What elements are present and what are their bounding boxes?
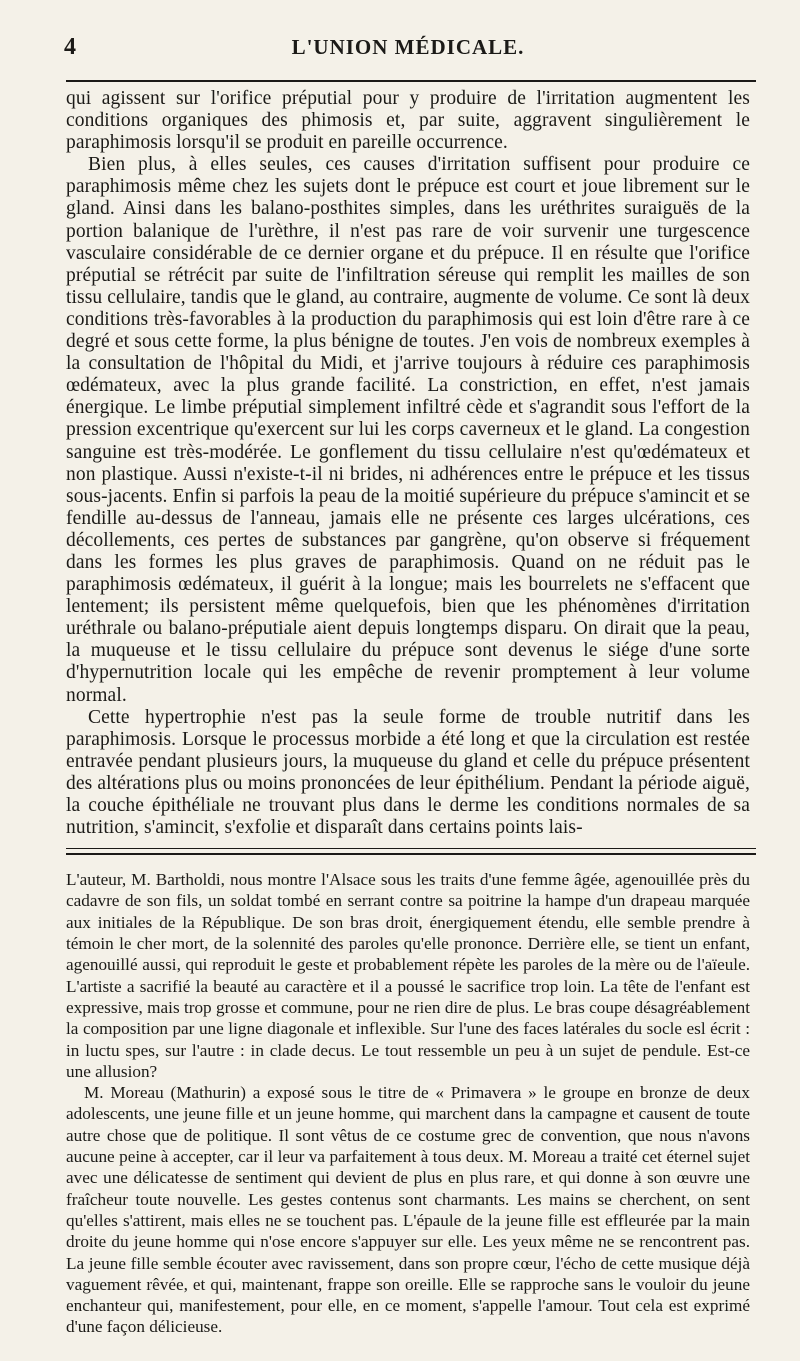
feuilleton-divider — [66, 848, 756, 855]
page-header — [64, 26, 750, 60]
article-paragraph: Cette hypertrophie n'est pas la seule forme de trouble nutritif dans les paraphimosis. Lorsque le processus morbide a été long et que la circulation est restée entravée pendant plusieurs jours, la muqueuse du gland et celle du prépuce présentent des altérations plus ou moins prononcées de leur épithélium. Pendant la période aiguë, la couche épithéliale ne trouvant plus dans le derme les conditions normales de sa nutrition, s'amincit, s'exfolie et disparaît dans certains points lais- — [66, 706, 750, 839]
page-number: 4 — [64, 34, 76, 60]
feuilleton-paragraph: L'auteur, M. Bartholdi, nous montre l'Alsace sous les traits d'une femme âgée, agenouillée près du cadavre de son fils, un soldat tombé en serrant contre sa poitrine la hampe d'un drapeau marquée aux initiales de la République. De son bras droit, énergiquement étendu, elle semble prendre à témoin le cher mort, de la solennité des paroles qu'elle prononce. Derrière elle, se tient un enfant, agenouillé aussi, qui reproduit le geste et probablement répète les paroles de la mère ou de l'aïeule. L'artiste a sacrifié la beauté au caractère et il a poussé le sacrifice trop loin. La tête de l'enfant est expressive, mais trop grosse et commune, pour ne rien dire de plus. Le bras coupe désagréablement la composition par une ligne diagonale et inflexible. Sur l'une des faces latérales du socle esl écrit : in luctu spes, sur l'autre : in clade decus. Le tout ressemble un peu à un sujet de pendule. Est-ce une allusion? — [66, 870, 750, 1081]
article-paragraph: qui agissent sur l'orifice préputial pour y produire de l'irritation augmentent les conditions organiques des phimosis et, par suite, aggravent singulièrement le paraphimosis lorsqu'il se produit en pareille occurrence. — [66, 88, 750, 154]
header-rule — [66, 80, 756, 82]
feuilleton-paragraph: M. Moreau (Mathurin) a exposé sous le titre de « Primavera » le groupe en bronze de deux adolescents, une jeune fille et un jeune homme, qui marchent dans la campagne et causent de toute autre chose que de politique. Il sont vêtus de ce costume grec de convention, que nous n'avons aucune peine à accepter, car il leur va parfaitement à tous deux. M. Moreau a traité cet éternel sujet avec une délicatesse de sentiment qui devient de plus en plus rare, et qui donne à son œuvre une fraîcheur toute nouvelle. Les gestes contenus sont charmants. Les mains se cherchent, on sent qu'elles s'attirent, mais elles ne se touchent pas. L'épaule de la jeune fille est effleurée par la main droite du jeune homme qui n'ose encore s'appuyer sur elle. Les yeux même ne se rencontrent pas. La jeune fille semble écouter avec ravissement, dans son propre cœur, l'écho de cette musique déjà vaguement rêvée, et qui, maintenant, frappe son oreille. Elle se rapproche sans le vouloir du jeune enchanteur qui, manifestement, pour elle, en ce moment, s'appelle l'amour. Tout cela est exprimé d'une façon délicieuse. — [66, 1083, 750, 1337]
running-title: L'UNION MÉDICALE. — [291, 35, 525, 59]
feuilleton-body — [66, 869, 750, 1338]
article-paragraph: Bien plus, à elles seules, ces causes d'irritation suffisent pour produire ce paraphimosis même chez les sujets dont le prépuce est court et joue librement sur le gland. Ainsi dans les balano-posthites simples, dans les uréthrites suraiguës de la portion balanique de l'urèthre, il n'est pas rare de voir survenir une turgescence vasculaire considérable de ce dernier organe et du prépuce. Il en résulte que l'orifice préputial se rétrécit par suite de l'infiltration séreuse qui remplit les mailles de son tissu cellulaire, tandis que le gland, au contraire, augmente de volume. Ce sont là deux conditions très-favorables à la production du paraphimosis qui est loin d'être rare à ce degré et sous cette forme, la plus bénigne de toutes. J'en vois de nombreux exemples à la consultation de l'hôpital du Midi, et j'arrive toujours à réduire ces paraphimosis œdémateux, avec la plus grande facilité. La constriction, en effet, n'est jamais énergique. Le limbe préputial simplement infiltré cède et s'agrandit sous l'effort de la pression excentrique qu'exercent sur lui les corps caverneux et le gland. La congestion sanguine est très-modérée. Le gonflement du tissu cellulaire n'est qu'œdémateux et non plastique. Aussi n'existe-t-il ni brides, ni adhérences entre le prépuce et les tissus sous-jacents. Enfin si parfois la peau de la moitié supérieure du prépuce s'amincit et se fendille au-dessus de l'anneau, jamais elle ne présente ces larges ulcérations, ces décollements, ces pertes de substances par gangrène, qu'on observe si fréquement dans les formes les plus graves de paraphimosis. Quand on ne réduit pas le paraphimosis œdémateux, il guérit à la longue; mais les bourrelets ne s'effacent que lentement; ils persistent même quelquefois, bien que les phénomènes d'irritation uréthrale ou balano-préputiale aient depuis longtemps disparu. On dirait que la peau, la muqueuse et le tissu cellulaire du prépuce sont devenus le siége d'une sorte d'hypernutrition locale qui les empêche de revenir promptement à leur volume normal. — [66, 154, 750, 706]
article-body — [66, 88, 750, 839]
